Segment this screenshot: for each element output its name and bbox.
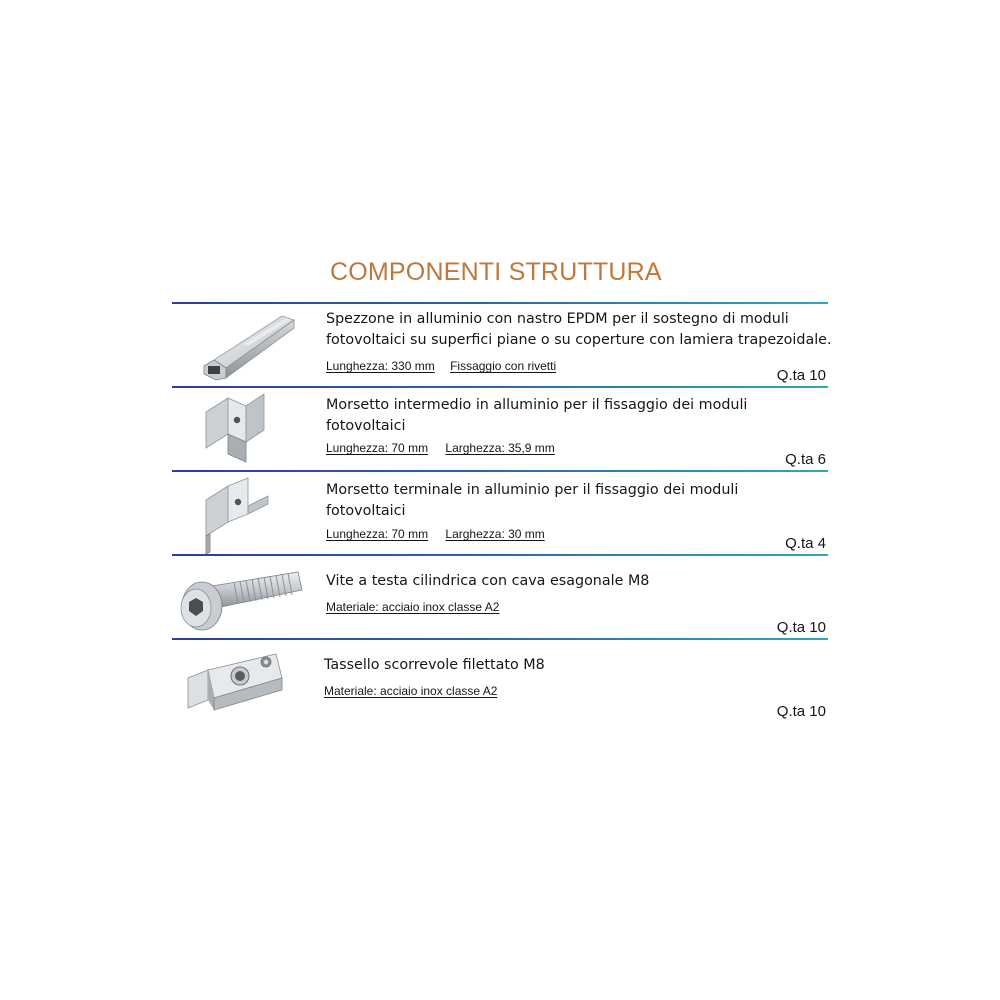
middle-clamp-icon [200,390,270,468]
row-divider [172,638,828,640]
item-quantity: Q.ta 10 [776,619,826,636]
spec-material: Materiale: acciaio inox classe A2 [326,600,500,614]
sliding-nut-icon [184,648,286,714]
spec-fixing: Fissaggio con rivetti [450,359,557,373]
row-divider [172,302,828,304]
item-quantity: Q.ta 6 [785,451,826,468]
page-title: COMPONENTI STRUTTURA [330,258,662,286]
spec-width: Larghezza: 35,9 mm [445,441,555,455]
row-divider [172,386,828,388]
item-description: Morsetto terminale in alluminio per il fissaggio dei moduli fotovoltaici [326,482,739,519]
item-quantity: Q.ta 4 [785,535,826,552]
item-quantity: Q.ta 10 [776,367,826,384]
item-specs [326,600,499,614]
item-description: Spezzone in alluminio con nastro EPDM per il sostegno di moduli fotovoltaici su superfici piane o su coperture con lamiera trapezoidale. [326,311,832,348]
item-description: Tassello scorrevole filettato M8 [324,657,545,673]
spec-length: Lunghezza: 330 mm [326,359,435,373]
spec-material: Materiale: acciaio inox classe A2 [324,684,498,698]
spec-length: Lunghezza: 70 mm [326,527,429,541]
row-divider [172,470,828,472]
item-quantity: Q.ta 10 [776,703,826,720]
item-specs [324,684,497,698]
spec-width: Larghezza: 30 mm [445,527,545,541]
aluminium-rail-profile-icon [190,308,302,384]
item-specs [326,359,556,373]
hex-socket-screw-icon [172,566,304,634]
item-description: Morsetto intermedio in alluminio per il fissaggio dei moduli fotovoltaici [326,397,748,434]
spec-length: Lunghezza: 70 mm [326,441,429,455]
row-divider [172,554,828,556]
item-description: Vite a testa cilindrica con cava esagonale M8 [326,573,650,589]
end-clamp-icon [198,474,274,554]
item-specs [326,527,545,541]
item-specs [326,441,555,455]
